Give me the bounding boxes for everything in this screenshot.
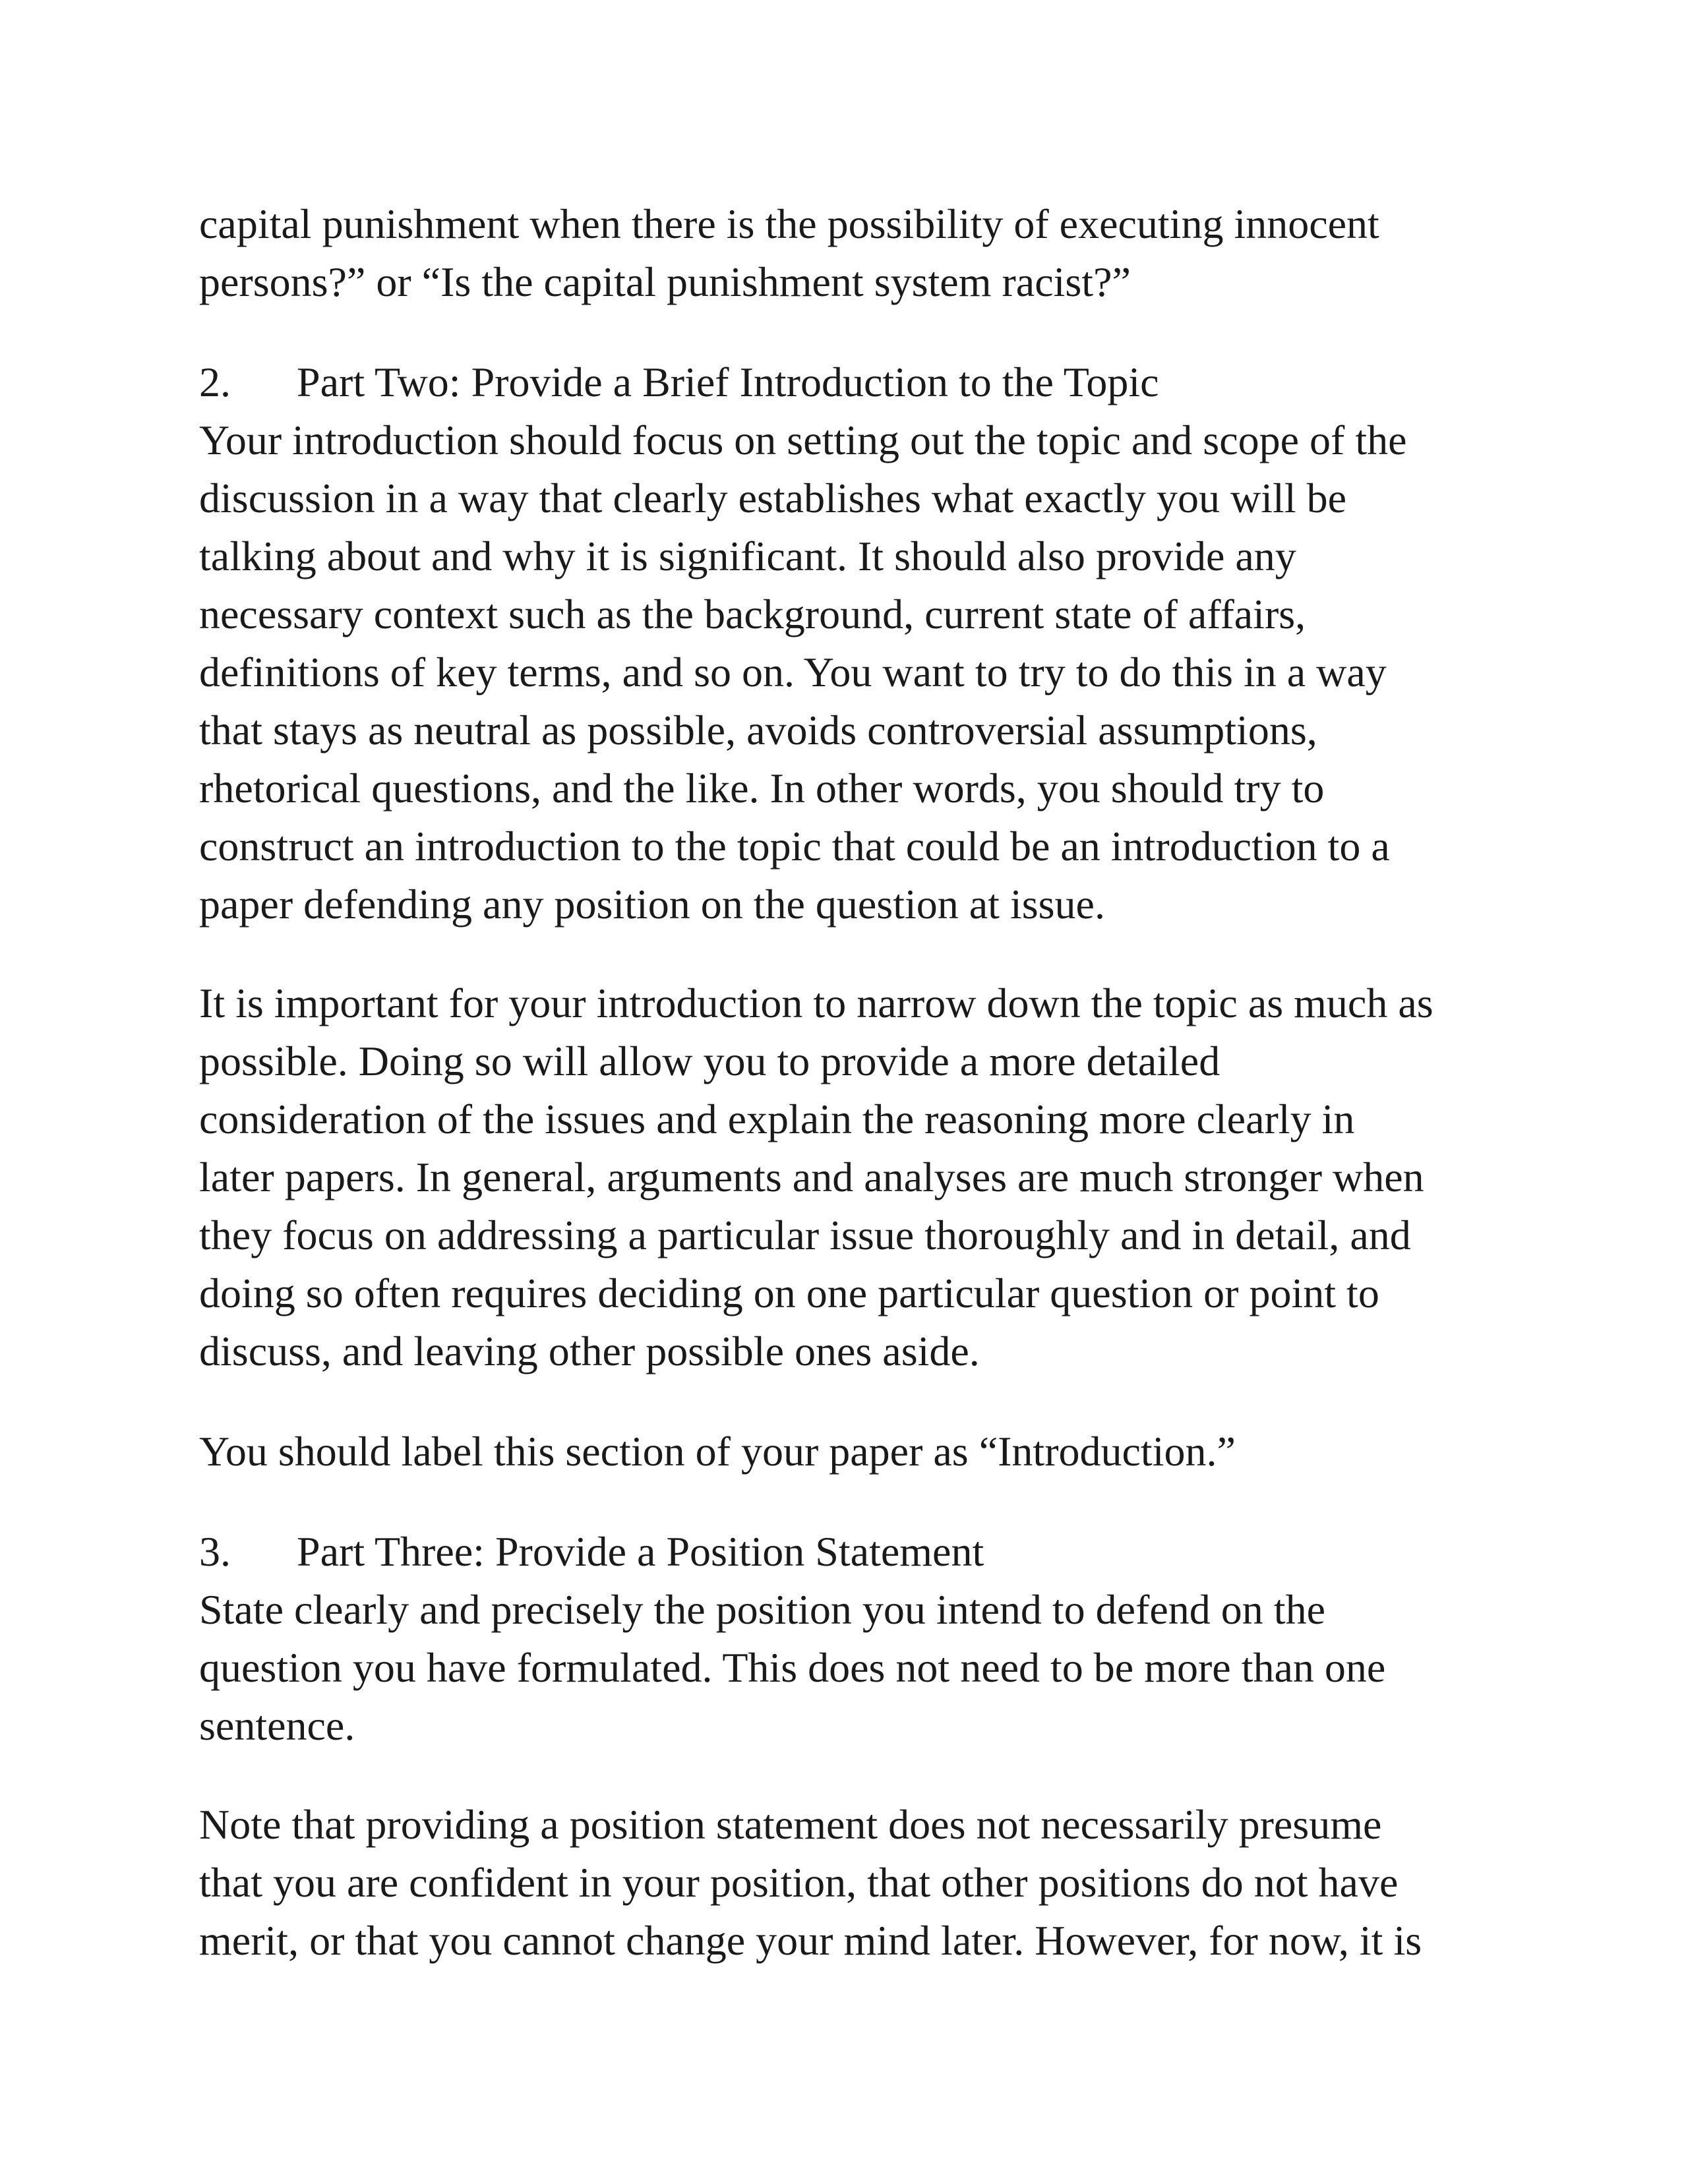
section-number: 3. bbox=[199, 1528, 231, 1575]
section-number: 2. bbox=[199, 359, 231, 405]
section-title: Part Two: Provide a Brief Introduction to the Topic bbox=[297, 359, 1159, 405]
paragraph-narrow-topic: It is important for your introduction to narrow down the topic as much as possible. Doing so will allow you to provide a more detailed consideration of the issues and explain the reasoning more clearly in later papers. In general, arguments and analyses are much stronger when they focus on addressing a particular issue thoroughly and in detail, and doing so often requires deciding on one particular question or point to discuss, and leaving other possible ones aside. bbox=[199, 980, 1433, 1374]
paragraph-position-note: Note that providing a position statement does not necessarily presume that you are confident in your position, that other positions do not have merit, or that you cannot change your mind later. However, for now, it is bbox=[199, 1801, 1422, 1964]
section-heading-part-three bbox=[199, 1523, 1518, 1581]
paragraph-label-introduction: You should label this section of your paper as “Introduction.” bbox=[199, 1428, 1236, 1475]
document-body bbox=[199, 195, 1518, 2012]
section-part-two bbox=[199, 353, 1518, 933]
section-heading-part-two bbox=[199, 353, 1518, 411]
section-part-three bbox=[199, 1523, 1518, 1755]
opening-paragraph: capital punishment when there is the possibility of executing innocent persons?” or “Is the capital punishment system racist?” bbox=[199, 200, 1379, 305]
section-paragraph: Your introduction should focus on setting out the topic and scope of the discussion in a way that clearly establishes what exactly you will be talking about and why it is significant. It should also provide any necessary context such as the background, current state of affairs, definitions of key terms, and so on. You want to try to do this in a way that stays as neutral as possible, avoids controversial assumptions, rhetorical questions, and the like. In other words, you should try to construct an introduction to the topic that could be an introduction to a paper defending any position on the question at issue. bbox=[199, 417, 1407, 928]
section-title: Part Three: Provide a Position Statement bbox=[297, 1528, 984, 1575]
section-paragraph: State clearly and precisely the position you intend to defend on the question you have formulated. This does not need to be more than one sentence. bbox=[199, 1586, 1386, 1749]
